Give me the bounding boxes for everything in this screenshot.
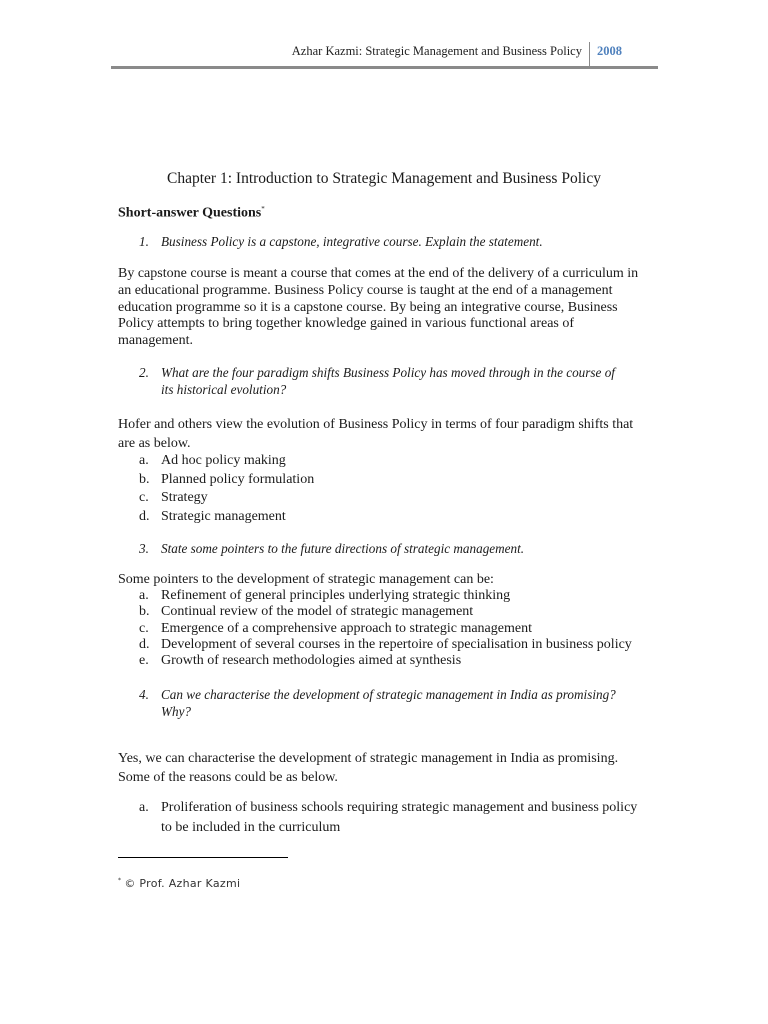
section-footnote-marker: *	[261, 205, 265, 213]
list-item-text: Continual review of the model of strategic management	[161, 604, 474, 620]
answer-line: Some of the reasons could be as below.	[118, 770, 338, 785]
pointers-list	[139, 588, 632, 669]
answer-line: an educational programme. Business Policy course is taught at the end of a management	[118, 282, 613, 298]
list-marker: a.	[139, 453, 149, 468]
footnote-text: © Prof. Azhar Kazmi	[124, 877, 241, 890]
list-item-text: Ad hoc policy making	[161, 453, 286, 468]
question-number: 4.	[139, 687, 149, 702]
page-header	[111, 42, 658, 72]
question-number: 3.	[139, 541, 149, 556]
list-marker: a.	[139, 800, 149, 815]
chapter-title: Chapter 1: Introduction to Strategic Management and Business Policy	[167, 170, 601, 187]
question-text: State some pointers to the future directions of strategic management.	[161, 541, 525, 556]
list-item-text: Refinement of general principles underlying strategic thinking	[161, 588, 511, 603]
answer-line: management.	[118, 333, 194, 349]
list-item	[139, 604, 632, 620]
list-marker: c.	[139, 490, 149, 505]
list-marker: b.	[139, 604, 150, 620]
list-marker: b.	[139, 471, 150, 487]
question-1	[139, 233, 659, 251]
list-item-text: Strategy	[161, 490, 208, 505]
list-item	[139, 508, 314, 527]
question-text	[161, 686, 616, 720]
answer-4	[118, 749, 618, 787]
answer-line: Yes, we can characterise the development of strategic management in India as promising.	[118, 751, 619, 766]
header-rule	[111, 66, 658, 69]
list-item-line: to be included in the curriculum	[161, 819, 341, 835]
list-marker: e.	[139, 653, 149, 669]
question-line: its historical evolution?	[161, 382, 287, 397]
question-line: Why?	[161, 704, 192, 719]
list-item-text: Development of several courses in the repertoire of specialisation in business policy	[161, 636, 632, 652]
answer-line: education programme so it is a capstone course. By being an integrative course, Business	[118, 299, 618, 315]
list-marker: d.	[139, 636, 150, 652]
question-text: Business Policy is a capstone, integrative course. Explain the statement.	[161, 234, 543, 249]
question-number: 1.	[139, 234, 149, 249]
list-item-text: Planned policy formulation	[161, 471, 315, 487]
answer-line: Policy attempts to bring together knowledge gained in various functional areas of	[118, 316, 575, 332]
list-item	[139, 621, 632, 637]
section-heading	[118, 205, 265, 222]
list-marker: c.	[139, 620, 149, 636]
answer-line: are as below.	[118, 436, 191, 451]
footnote-rule	[118, 857, 288, 858]
list-item-text: Emergence of a comprehensive approach to strategic management	[161, 620, 532, 636]
list-item-line: Proliferation of business schools requiring strategic management and business policy	[161, 800, 638, 815]
list-item	[139, 653, 632, 669]
list-marker: d.	[139, 508, 150, 524]
answer-3-intro: Some pointers to the development of strategic management can be:	[118, 572, 494, 587]
section-heading-text: Short-answer Questions	[118, 205, 262, 221]
running-title: Azhar Kazmi: Strategic Management and Business Policy	[291, 44, 582, 58]
list-item	[139, 588, 632, 604]
question-4	[139, 686, 669, 722]
reasons-list-item	[139, 798, 679, 837]
footnote-marker: *	[118, 877, 122, 885]
question-text	[161, 364, 615, 398]
list-item-text: Strategic management	[161, 508, 286, 524]
list-item	[139, 637, 632, 653]
list-item	[139, 452, 314, 471]
question-2	[139, 364, 669, 400]
list-item	[139, 471, 314, 490]
list-item-text	[139, 798, 679, 837]
answer-1	[118, 266, 638, 350]
question-line: Can we characterise the development of strategic management in India as promising?	[161, 687, 616, 702]
answer-2-intro	[118, 415, 633, 453]
question-line: What are the four paradigm shifts Business Policy has moved through in the course of	[161, 365, 615, 380]
list-item-text: Growth of research methodologies aimed at synthesis	[161, 653, 462, 669]
question-3	[139, 540, 659, 558]
footnote	[118, 877, 240, 890]
header-year: 2008	[597, 44, 622, 58]
list-item	[139, 489, 314, 508]
answer-line: By capstone course is meant a course that comes at the end of the delivery of a curriculum in	[118, 266, 639, 281]
answer-line: Hofer and others view the evolution of Business Policy in terms of four paradigm shifts that	[118, 417, 634, 432]
list-marker: a.	[139, 588, 149, 603]
header-separator	[589, 42, 590, 67]
paradigm-list	[139, 452, 314, 526]
question-number: 2.	[139, 365, 149, 380]
